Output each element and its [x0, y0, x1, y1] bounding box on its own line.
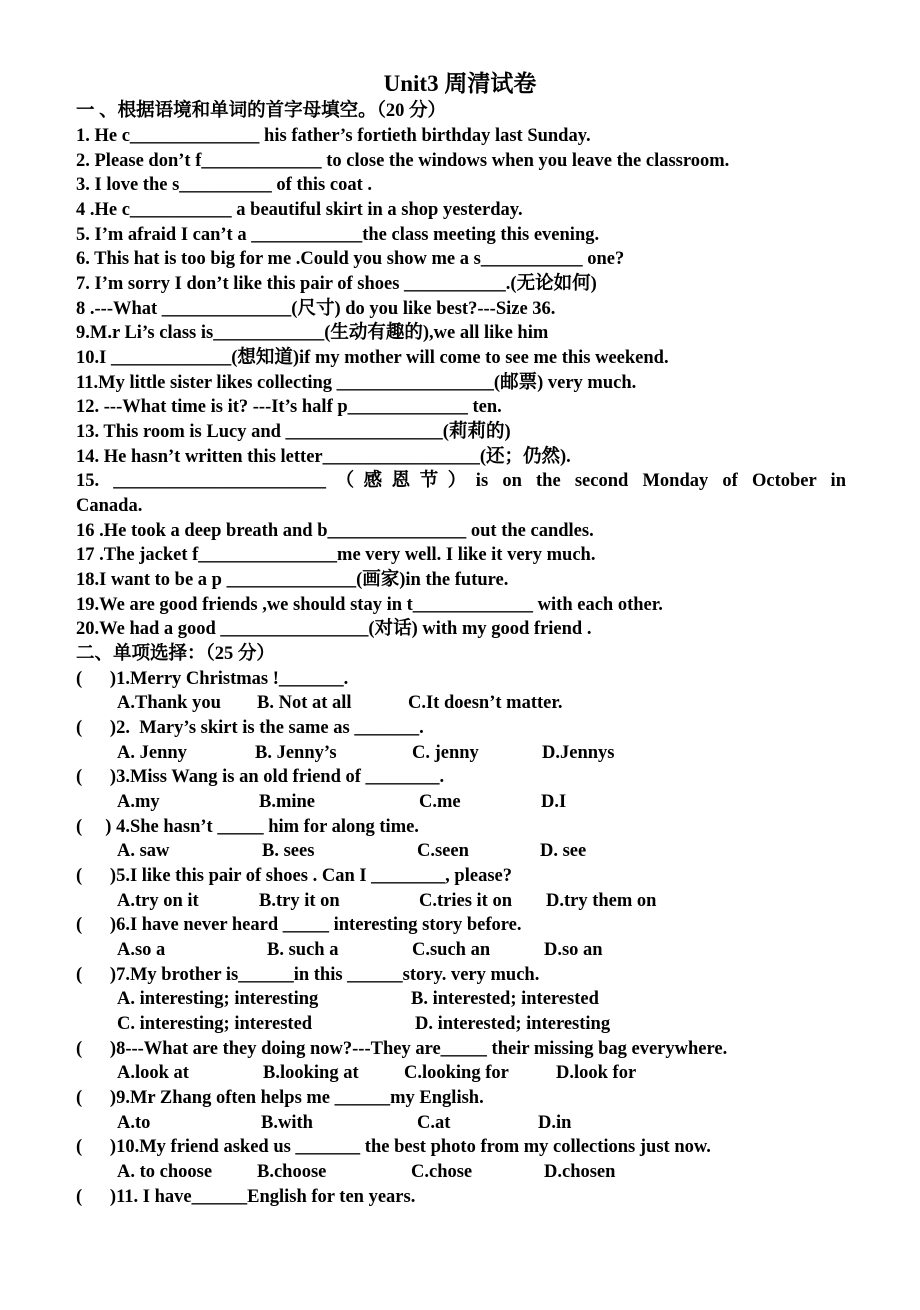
option: C.chose — [411, 1162, 473, 1182]
fill-item: 6. This hat is too big for me .Could you show me a s___________ one? — [76, 249, 625, 269]
option: D.chosen — [544, 1162, 616, 1182]
option: C.looking for — [404, 1063, 509, 1083]
fill-item: 19.We are good friends ,we should stay in t_____________ with each other. — [76, 595, 663, 615]
option: B. sees — [262, 841, 315, 861]
option: B.with — [261, 1113, 313, 1133]
fill-item-continuation: Canada. — [76, 496, 143, 516]
option: A.so a — [117, 940, 166, 960]
option: D. interested; interesting — [415, 1014, 611, 1034]
fill-item: 18.I want to be a p ______________(画家)in the future. — [76, 570, 509, 590]
option: D.try them on — [546, 891, 657, 911]
fill-item: 3. I love the s__________ of this coat . — [76, 175, 372, 195]
choice-question: ( )7.My brother is______in this ______story. very much. — [76, 965, 540, 985]
option: C.me — [419, 792, 461, 812]
option: C.seen — [417, 841, 469, 861]
fill-item: 14. He hasn’t written this letter_________________(还；仍然). — [76, 447, 571, 467]
fill-item: 17 .The jacket f_______________me very well. I like it very much. — [76, 545, 596, 565]
options-row — [76, 1160, 846, 1185]
choice-question: ( )9.Mr Zhang often helps me ______my English. — [76, 1088, 484, 1108]
choice-question: ( )8---What are they doing now?---They are_____ their missing bag everywhere. — [76, 1039, 728, 1059]
options-row — [76, 889, 846, 914]
choice-question: ( ) 4.She hasn’t _____ him for along time. — [76, 817, 419, 837]
option: D.look for — [556, 1063, 637, 1083]
option: D.in — [538, 1113, 572, 1133]
option: A.my — [117, 792, 160, 812]
options-row — [76, 1111, 846, 1136]
fill-item: 10.I _____________(想知道)if my mother will come to see me this weekend. — [76, 348, 669, 368]
fill-item: 2. Please don’t f_____________ to close the windows when you leave the classroom. — [76, 151, 730, 171]
option: A.Thank you — [117, 693, 221, 713]
section1-heading: 一 、根据语境和单词的首字母填空。（20 分） — [76, 101, 447, 121]
option: D.Jennys — [542, 743, 615, 763]
option: C. interesting; interested — [117, 1014, 313, 1034]
options-row — [76, 839, 846, 864]
options-row — [76, 691, 846, 716]
options-row — [76, 987, 846, 1012]
fill-item: 8 .---What ______________(尺寸) do you like best?---Size 36. — [76, 299, 556, 319]
fill-item: 5. I’m afraid I can’t a ____________the class meeting this evening. — [76, 225, 600, 245]
choice-question: ( )10.My friend asked us _______ the best photo from my collections just now. — [76, 1137, 711, 1157]
option: A. to choose — [117, 1162, 213, 1182]
option: D. see — [540, 841, 587, 861]
option: B.try it on — [259, 891, 340, 911]
fill-item: 16 .He took a deep breath and b_______________ out the candles. — [76, 521, 594, 541]
fill-item: 4 .He c___________ a beautiful skirt in a shop yesterday. — [76, 200, 523, 220]
fill-item: 7. I’m sorry I don’t like this pair of shoes ___________.(无论如何) — [76, 274, 597, 294]
option: C.such an — [412, 940, 491, 960]
option: B.looking at — [263, 1063, 359, 1083]
fill-item: 9.M.r Li’s class is____________(生动有趣的),we all like him — [76, 323, 549, 343]
choice-question: ( )2. Mary’s skirt is the same as _______. — [76, 718, 424, 738]
option: C.at — [417, 1113, 451, 1133]
options-row — [76, 938, 846, 963]
fill-item: 13. This room is Lucy and _________________(莉莉的) — [76, 422, 511, 442]
option: A.look at — [117, 1063, 189, 1083]
option: D.so an — [544, 940, 603, 960]
choice-question: ( )3.Miss Wang is an old friend of ________. — [76, 767, 445, 787]
option: A. Jenny — [117, 743, 187, 763]
option: A.to — [117, 1113, 151, 1133]
fill-item: 20.We had a good ________________(对话) with my good friend . — [76, 619, 592, 639]
page-title: Unit3 周清试卷 — [383, 71, 537, 96]
section2-heading: 二、单项选择：（25 分） — [76, 644, 275, 664]
choice-question: ( )6.I have never heard _____ interesting story before. — [76, 915, 522, 935]
option: B. Jenny’s — [255, 743, 337, 763]
fill-item: 11.My little sister likes collecting _________________(邮票) very much. — [76, 373, 637, 393]
option: B. Not at all — [257, 693, 352, 713]
option: C.It doesn’t matter. — [408, 693, 563, 713]
option: A. interesting; interesting — [117, 989, 319, 1009]
option: B.choose — [257, 1162, 327, 1182]
option: C. jenny — [412, 743, 479, 763]
option: A. saw — [117, 841, 170, 861]
fill-item: 15. _______________________（感恩节）is on the second Monday of October in — [76, 471, 846, 491]
options-row — [76, 790, 846, 815]
fill-item: 12. ---What time is it? ---It’s half p_____________ ten. — [76, 397, 502, 417]
option: D.I — [541, 792, 567, 812]
option: A.try on it — [117, 891, 199, 911]
fill-item: 1. He c______________ his father’s fortieth birthday last Sunday. — [76, 126, 591, 146]
option: B. such a — [267, 940, 339, 960]
choice-question: ( )11. I have______English for ten years. — [76, 1187, 416, 1207]
choice-question: ( )5.I like this pair of shoes . Can I ________, please? — [76, 866, 512, 886]
option: C.tries it on — [419, 891, 512, 911]
choice-question: ( )1.Merry Christmas !_______. — [76, 669, 349, 689]
option: B. interested; interested — [411, 989, 599, 1009]
option: B.mine — [259, 792, 316, 812]
options-row — [76, 1012, 846, 1037]
options-row — [76, 1061, 846, 1086]
options-row — [76, 741, 846, 766]
